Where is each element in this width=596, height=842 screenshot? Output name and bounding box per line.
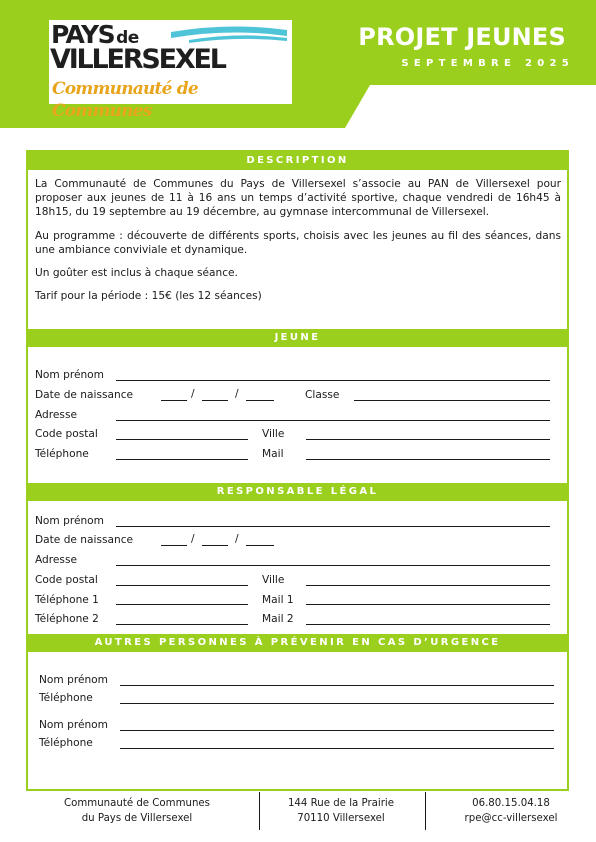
jeune-nom-prenom-label: Nom prénom	[35, 369, 104, 381]
date-separator: /	[235, 388, 239, 400]
resp-ville-label: Ville	[262, 574, 285, 586]
resp-nom-prenom-field[interactable]	[116, 526, 550, 527]
logo-line-1: PAYS de	[51, 20, 139, 49]
jeune-mail-field[interactable]	[306, 459, 550, 460]
jeune-nom-prenom-field[interactable]	[116, 380, 550, 381]
jeune-ville-field[interactable]	[306, 439, 550, 440]
resp-nom-prenom-label: Nom prénom	[35, 515, 104, 527]
footer-org-line-2: du Pays de Villersexel	[81, 813, 193, 824]
jeune-classe-label: Classe	[305, 389, 340, 401]
resp-mail2-label: Mail 2	[262, 613, 294, 625]
jeune-adresse-label: Adresse	[35, 409, 77, 421]
urgence-nom-prenom-2-field[interactable]	[120, 730, 554, 731]
date-separator: /	[191, 533, 195, 545]
page-title: PROJET JEUNES	[358, 23, 566, 51]
logo-swoosh-icon	[169, 24, 289, 46]
urgence-telephone-2-label: Téléphone	[39, 737, 93, 749]
registration-form	[26, 150, 569, 791]
jeune-birth-month-field[interactable]	[202, 400, 228, 401]
resp-date-naissance-label: Date de naissance	[35, 534, 134, 546]
footer-email: rpe@cc-villersexel	[464, 813, 558, 824]
urgence-nom-prenom-1-field[interactable]	[120, 685, 554, 686]
logo-line-2: VILLERSEXEL	[50, 44, 225, 75]
resp-code-postal-field[interactable]	[116, 585, 248, 586]
footer	[0, 792, 596, 832]
logo-line-3: Communauté de Communes	[52, 79, 198, 121]
jeune-birth-year-field[interactable]	[246, 400, 274, 401]
resp-mail1-label: Mail 1	[262, 594, 294, 606]
jeune-telephone-label: Téléphone	[35, 448, 89, 460]
resp-telephone2-label: Téléphone 2	[35, 613, 99, 625]
resp-telephone1-field[interactable]	[116, 604, 248, 605]
description-paragraph-4: Tarif pour la période : 15€ (les 12 séances)	[35, 290, 262, 303]
urgence-nom-prenom-2-label: Nom prénom	[39, 719, 108, 731]
resp-mail2-field[interactable]	[306, 624, 550, 625]
footer-organisation	[40, 796, 234, 826]
jeune-ville-label: Ville	[262, 428, 285, 440]
date-separator: /	[191, 388, 195, 400]
resp-telephone2-field[interactable]	[116, 624, 248, 625]
jeune-date-naissance-label: Date de naissance	[35, 389, 134, 401]
resp-code-postal-label: Code postal	[35, 574, 98, 586]
jeune-birth-day-field[interactable]	[161, 400, 187, 401]
date-separator: /	[235, 533, 239, 545]
resp-adresse-field[interactable]	[116, 565, 550, 566]
resp-birth-month-field[interactable]	[202, 545, 228, 546]
logo	[49, 20, 292, 121]
footer-addr-line-1: 144 Rue de la Prairie	[287, 798, 395, 809]
footer-addr-line-2: 70110 Villersexel	[297, 813, 385, 824]
description-paragraph-2: Au programme : découverte de différents sports, choisis avec les jeunes au fil des séances, dans une ambiance conviviale et dynamique.	[35, 229, 561, 256]
urgence-telephone-1-label: Téléphone	[39, 692, 93, 704]
jeune-code-postal-field[interactable]	[116, 439, 248, 440]
section-bar-urgence: AUTRES PERSONNES À PRÉVENIR EN CAS D’URGENCE	[28, 634, 567, 652]
section-bar-description: DESCRIPTION	[28, 152, 567, 170]
description-paragraph-3: Un goûter est inclus à chaque séance.	[35, 267, 238, 280]
resp-telephone1-label: Téléphone 1	[35, 594, 99, 606]
urgence-telephone-2-field[interactable]	[120, 748, 554, 749]
footer-address	[262, 796, 420, 826]
resp-birth-year-field[interactable]	[246, 545, 274, 546]
resp-ville-field[interactable]	[306, 585, 550, 586]
jeune-mail-label: Mail	[262, 448, 284, 460]
resp-birth-day-field[interactable]	[161, 545, 187, 546]
footer-divider	[425, 792, 426, 830]
urgence-telephone-1-field[interactable]	[120, 703, 554, 704]
footer-divider	[259, 792, 260, 830]
page-date: SEPTEMBRE 2025	[401, 58, 574, 69]
jeune-code-postal-label: Code postal	[35, 428, 98, 440]
description-text	[35, 177, 561, 312]
jeune-telephone-field[interactable]	[116, 459, 248, 460]
resp-adresse-label: Adresse	[35, 554, 77, 566]
resp-mail1-field[interactable]	[306, 604, 550, 605]
jeune-adresse-field[interactable]	[116, 420, 550, 421]
section-bar-jeune: JEUNE	[28, 329, 567, 347]
description-paragraph-1: La Communauté de Communes du Pays de Villersexel s’associe au PAN de Villersexel pour proposer aux jeunes de 11 à 16 ans un temps d’activité sportive, chaque vendredi de 16h45 à 18h15, du 19 septembre au 19 décembre, au gymnase intercommunal de Villersexel.	[35, 178, 561, 219]
footer-org-line-1: Communauté de Communes	[64, 798, 210, 809]
section-bar-responsable: RESPONSABLE LÉGAL	[28, 483, 567, 501]
footer-contact	[428, 796, 594, 826]
urgence-nom-prenom-1-label: Nom prénom	[39, 674, 108, 686]
jeune-classe-field[interactable]	[354, 400, 550, 401]
footer-phone: 06.80.15.04.18	[472, 798, 550, 809]
